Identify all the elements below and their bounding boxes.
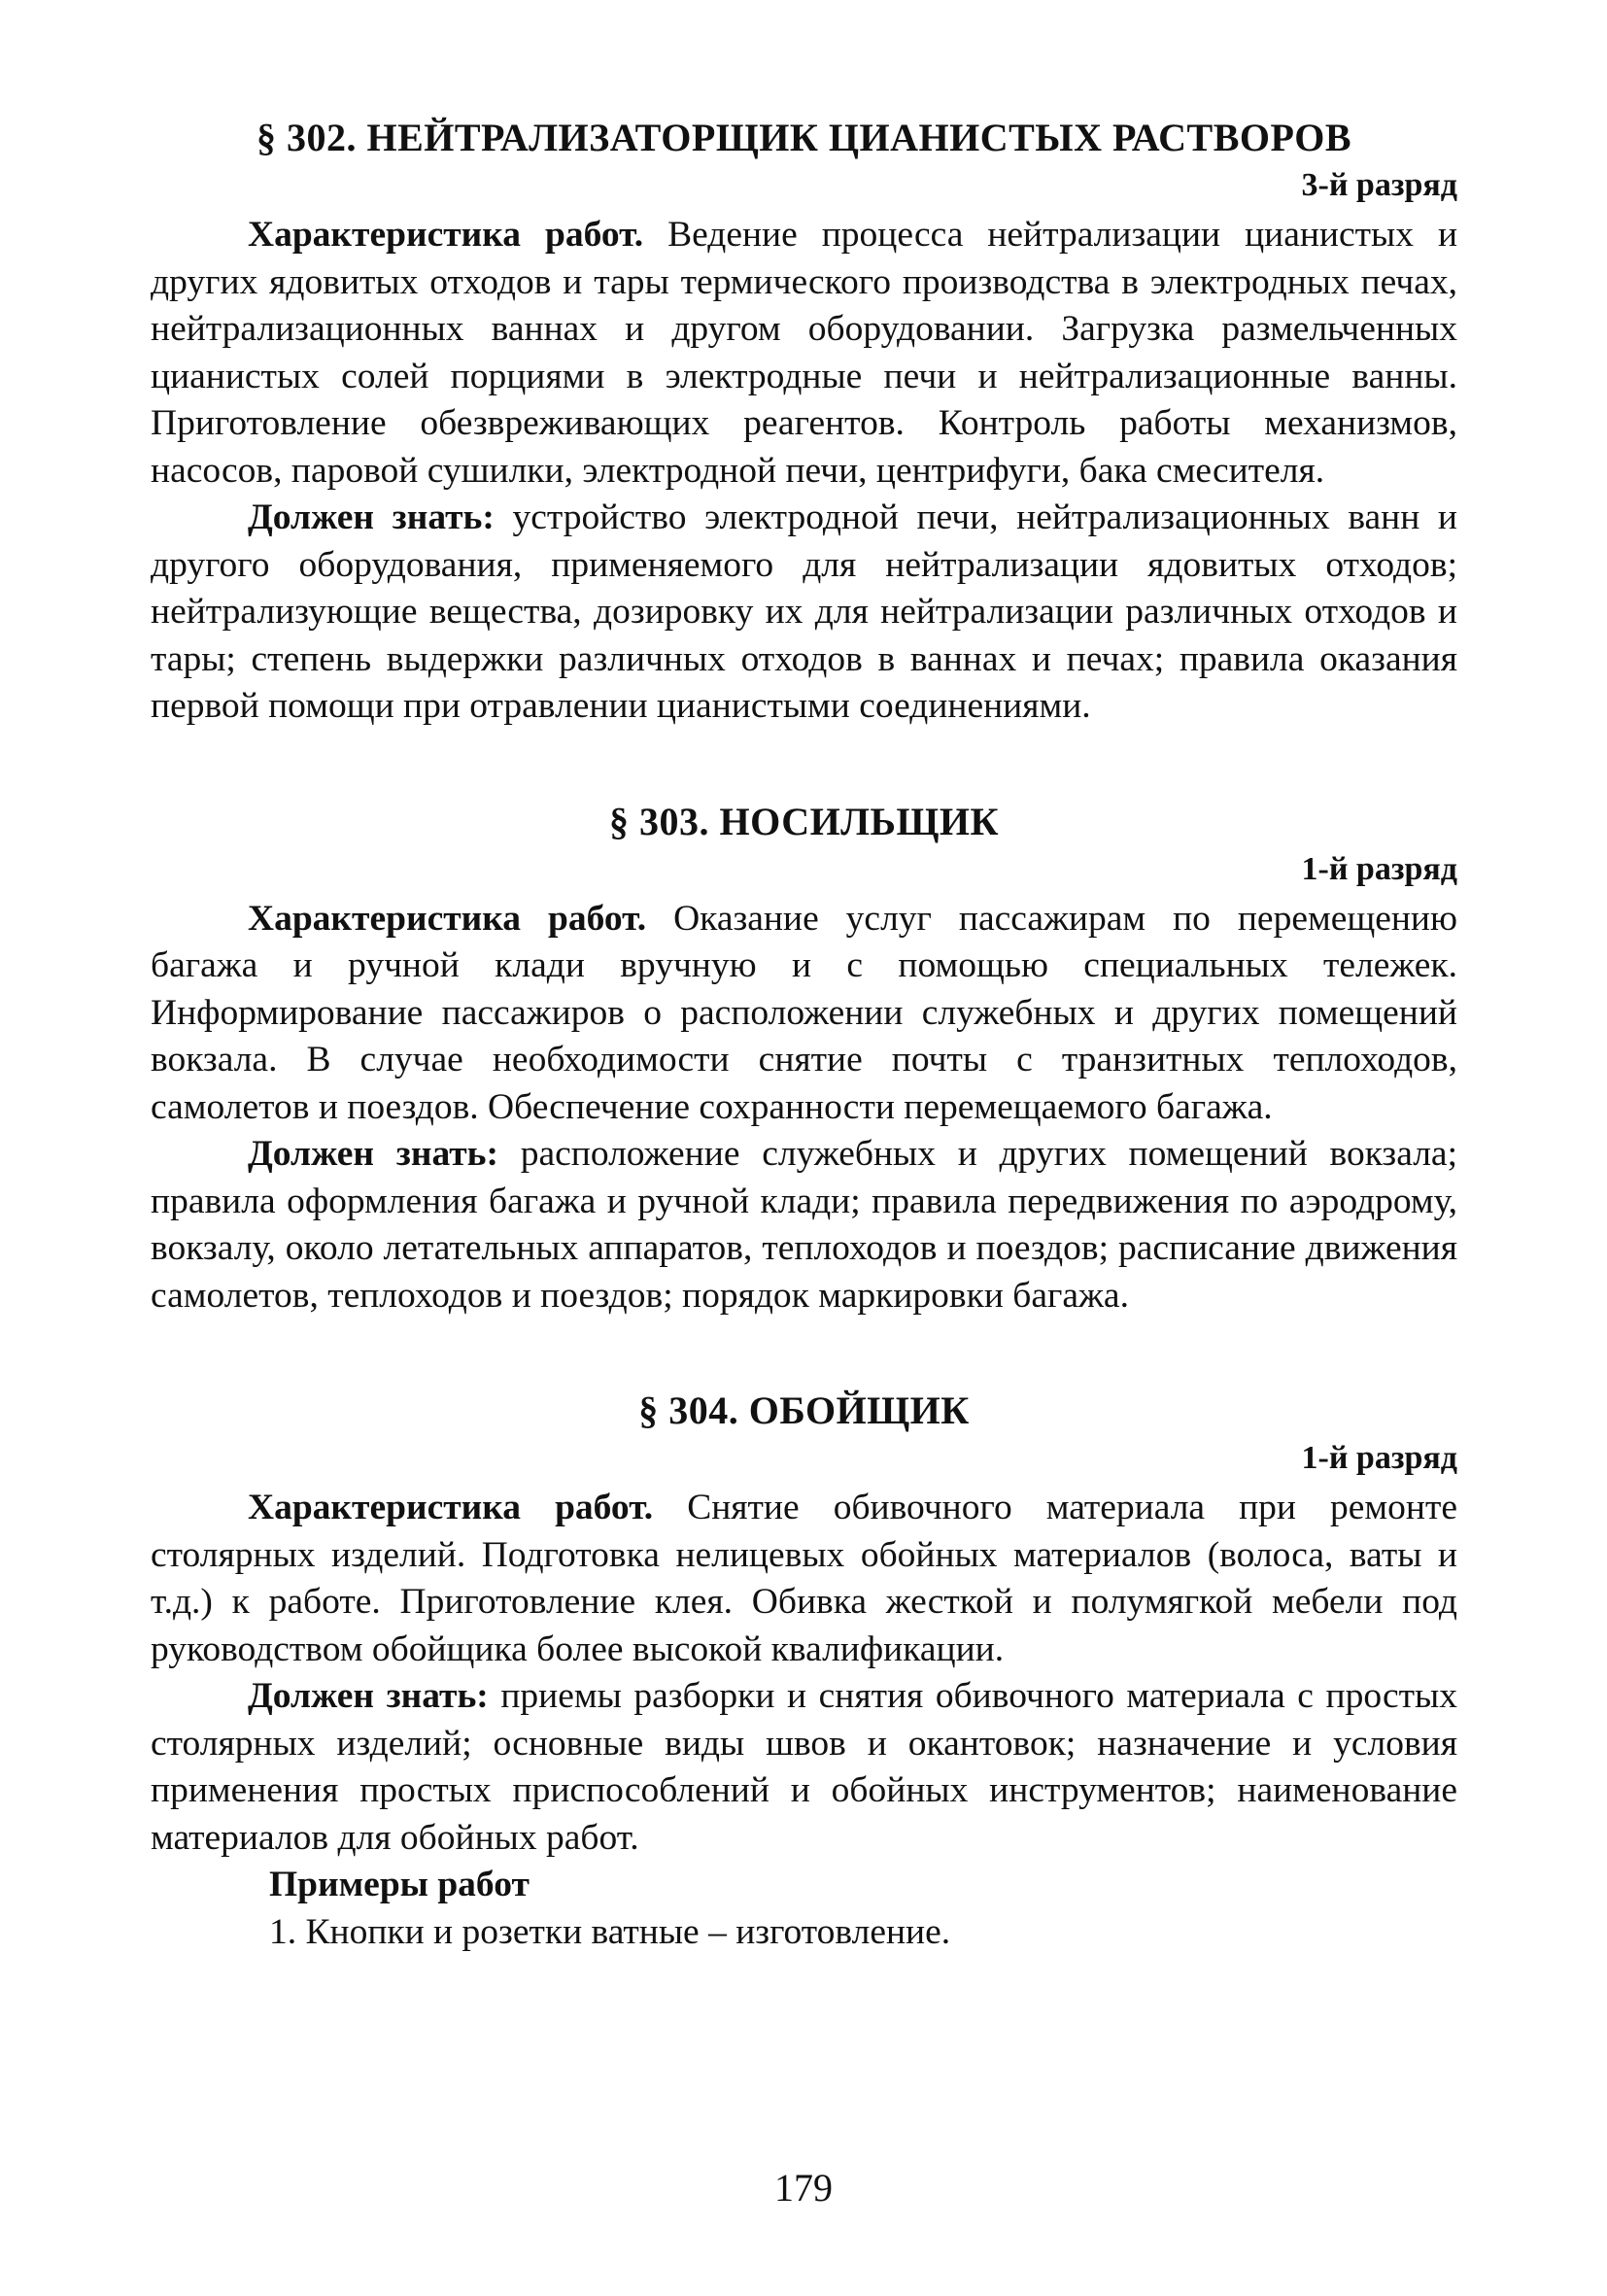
knowledge-paragraph xyxy=(151,495,1457,731)
characteristics-label: Характеристика работ. xyxy=(248,215,644,255)
knowledge-text: расположение служебных и других помещений вокзала; правила оформления багажа и ручной клади; правила передвижения по аэродрому, вокзалу, около летательных аппаратов, теплоходов и поездов; расписание движения самолетов, теплоходов и поездов; порядок маркировки багажа. xyxy=(151,1134,1457,1316)
section-304 xyxy=(151,1388,1457,1956)
example-item: 1. Кнопки и розетки ватные – изготовление. xyxy=(269,1911,951,1952)
section-title: § 303. НОСИЛЬЩИК xyxy=(608,799,999,843)
section-title: § 302. НЕЙТРАЛИЗАТОРЩИК ЦИАНИСТЫХ РАСТВОРОВ xyxy=(256,116,1352,159)
characteristics-label: Характеристика работ. xyxy=(248,898,647,939)
knowledge-paragraph xyxy=(151,1131,1457,1319)
grade-label: 1-й разряд xyxy=(1301,850,1457,887)
characteristics-text: Ведение процесса нейтрализации цианистых и других ядовитых отходов и тары термического производства в электродных печах, нейтрализационных ваннах и другом оборудовании. Загрузка размельченных цианистых солей порциями в электродные печи и нейтрализационные ванны. Приготовление обезвреживающих реагентов. Контроль работы механизмов, насосов, паровой сушилки, электродной печи, центрифуги, бака смесителя. xyxy=(151,215,1458,491)
characteristics-paragraph xyxy=(151,1485,1457,1673)
characteristics-label: Характеристика работ. xyxy=(248,1488,654,1527)
grade-label: 3-й разряд xyxy=(1301,167,1457,203)
knowledge-text: устройство электродной печи, нейтрализационных ванн и другого оборудования, применяемого для нейтрализации ядовитых отходов; нейтрализующие вещества, дозировку их для нейтрализации различных отходов и тары; степень выдержки различных отходов в ваннах и печах; правила оказания первой помощи при отравлении цианистыми соединениями. xyxy=(151,497,1457,726)
characteristics-paragraph xyxy=(151,896,1457,1132)
page-number: 179 xyxy=(774,2166,833,2210)
characteristics-text: Оказание услуг пассажирам по перемещению багажа и ручной клади вручную и с помощью специальных тележек. Информирование пассажиров о расположении служебных и других помещений вокзала. В случае необходимости снятие почты с транзитных теплоходов, самолетов и поездов. Обеспечение сохранности перемещаемого багажа. xyxy=(151,898,1458,1127)
knowledge-label: Должен знать: xyxy=(248,497,495,537)
document-page xyxy=(151,115,1457,2252)
section-title: § 304. ОБОЙЩИК xyxy=(638,1388,970,1432)
knowledge-text: приемы разборки и снятия обивочного материала с простых столярных изделий; основные виды швов и окантовок; назначение и условия применения простых приспособлений и обойных инструментов; наименование материалов для обойных работ. xyxy=(151,1676,1457,1858)
characteristics-paragraph xyxy=(151,212,1457,495)
knowledge-label: Должен знать: xyxy=(248,1134,498,1174)
characteristics-text: Снятие обивочного материала при ремонте столярных изделий. Подготовка нелицевых обойных материалов (волоса, ваты и т.д.) к работе. Приготовление клея. Обивка жесткой и полумягкой мебели под руководством обойщика более высокой квалификации. xyxy=(151,1488,1458,1669)
grade-label: 1-й разряд xyxy=(1301,1440,1457,1476)
examples-heading: Примеры работ xyxy=(269,1865,530,1904)
section-303 xyxy=(151,799,1457,1320)
knowledge-paragraph xyxy=(151,1673,1457,1862)
section-302 xyxy=(151,115,1457,731)
knowledge-label: Должен знать: xyxy=(248,1676,489,1716)
